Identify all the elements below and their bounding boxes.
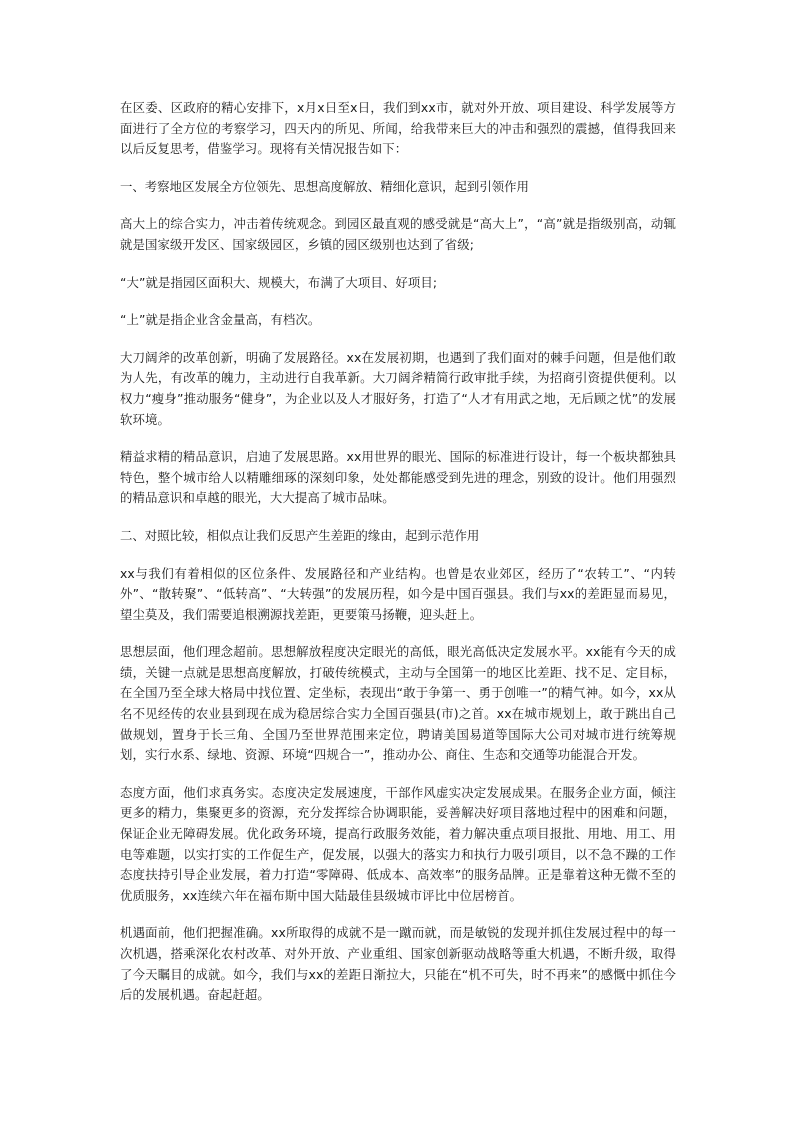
paragraph: xx与我们有着相似的区位条件、发展路径和产业结构。也曾是农业郊区，经历了“农转工”、“内转外”、“散转聚”、“低转高”、“大转强”的发展历程，如今是中国百强县。我们与xx的差距显而易见，望尘莫及，我们需要追根溯源找差距，更要策马扬鞭，迎头赶上。 <box>120 565 676 622</box>
paragraph: “大”就是指园区面积大、规模大，布满了大项目、好项目; <box>120 274 438 290</box>
paragraph: 在区委、区政府的精心安排下，x月x日至x日，我们到xx市，就对外开放、项目建设、科学发展等方面进行了全方位的考察学习，四天内的所见、所闻，给我带来巨大的冲击和强烈的震撼，值得我回来以后反复思考，借鉴学习。现将有关情况报告如下： <box>120 100 676 157</box>
section-heading: 二、对照比较，相似点让我们反思产生差距的缘由，起到示范作用 <box>120 527 480 543</box>
paragraph: 高大上的综合实力，冲击着传统观念。到园区最直观的感受就是“高大上”，“高”就是指级别高，动辄就是国家级开发区、国家级园区，乡镇的园区级别也达到了省级; <box>120 216 676 252</box>
document-body <box>120 98 676 1023</box>
paragraph: 精益求精的精品意识，启迪了发展思路。xx用世界的眼光、国际的标准进行设计，每一个板块都独具特色，整个城市给人以精雕细琢的深刻印象，处处都能感受到先进的理念，别致的设计。他们用强烈的精品意识和卓越的眼光，大大提高了城市品味。 <box>120 449 676 506</box>
section-heading: 一、考察地区发展全方位领先、思想高度解放、精细化意识，起到引领作用 <box>120 178 529 194</box>
paragraph: 思想层面，他们理念超前。思想解放程度决定眼光的高低，眼光高低决定发展水平。xx能有今天的成绩，关键一点就是思想高度解放，打破传统模式，主动与全国第一的地区比差距、找不足、定目标，在全国乃至全球大格局中找位置、定坐标，表现出“敢于争第一、勇于创唯一”的精气神。如今，xx从名不见经传的农业县到现在成为稳居综合实力全国百强县(市)之首。xx在城市规划上，敢于跳出自己做规划，置身于长三角、全国乃至世界范围来定位，聘请美国易道等国际大公司对城市进行统筹规划，实行水系、绿地、资源、环境“四规合一”，推动办公、商住、生态和交通等功能混合开发。 <box>120 644 676 763</box>
paragraph: 态度方面，他们求真务实。态度决定发展速度，干部作风虚实决定发展成果。在服务企业方面，倾注更多的精力，集聚更多的资源，充分发挥综合协调职能，妥善解决好项目落地过程中的困难和问题，保证企业无障碍发展。优化政务环境，提高行政服务效能，着力解决重点项目报批、用地、用工、用电等难题，以实打实的工作促生产，促发展，以强大的落实力和执行力吸引项目，以不急不躁的工作态度扶持引导企业发展，着力打造“零障碍、低成本、高效率”的服务品牌。正是靠着这种无微不至的优质服务，xx连续六年在福布斯中国大陆最佳县级城市评比中位居榜首。 <box>120 784 676 903</box>
paragraph: 机遇面前，他们把握准确。xx所取得的成就不是一蹴而就，而是敏锐的发现并抓住发展过程中的每一次机遇，搭乘深化农村改革、对外开放、产业重组、国家创新驱动战略等重大机遇，不断升级，取得了今天瞩目的成就。如今，我们与xx的差距日渐拉大，只能在“机不可失，时不再来”的感慨中抓住今后的发展机遇。奋起赶超。 <box>120 925 676 1003</box>
paragraph: 大刀阔斧的改革创新，明确了发展路径。xx在发展初期，也遇到了我们面对的棘手问题，但是他们敢为人先，有改革的魄力，主动进行自我革新。大刀阔斧精简行政审批手续，为招商引资提供便利。以权力“瘦身”推动服务“健身”，为企业以及人才服好务，打造了“人才有用武之地，无后顾之忧”的发展软环境。 <box>120 349 676 427</box>
paragraph: “上”就是指企业含金量高，有档次。 <box>120 312 321 328</box>
